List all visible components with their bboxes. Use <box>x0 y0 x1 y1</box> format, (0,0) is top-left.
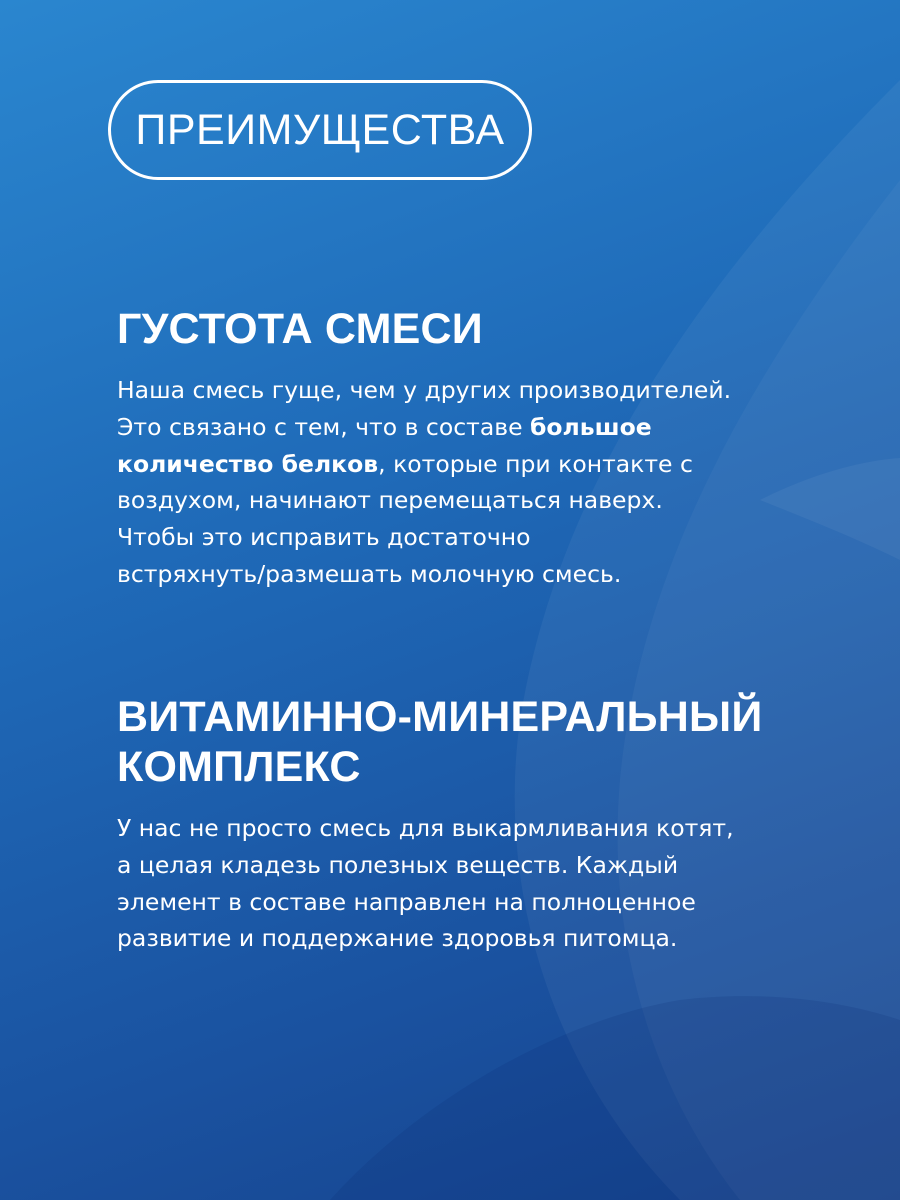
advantages-badge-label: ПРЕИМУЩЕСТВА <box>135 105 505 154</box>
text-line: элемент в составе направлен на полноценное <box>117 887 696 916</box>
text-line: Наша смесь гуще, чем у других производителей. <box>117 376 732 404</box>
advantages-badge <box>108 80 532 180</box>
highlight-text: количество белков <box>117 449 379 478</box>
text-line: а целая кладезь полезных веществ. Каждый <box>117 850 679 879</box>
text-line: встряхнуть/размешать молочную смесь. <box>117 559 622 588</box>
section-title-line: ВИТАМИННО-МИНЕРАЛЬНЫЙ <box>117 693 763 741</box>
section-description <box>117 810 817 957</box>
section-title-line: ГУСТОТА СМЕСИ <box>117 305 483 353</box>
text-line: У нас не просто смесь для выкармливания котят, <box>117 814 734 842</box>
section-title-line: КОМПЛЕКС <box>117 743 361 791</box>
text-line: Чтобы это исправить достаточно <box>117 523 531 552</box>
section-vitamin-complex <box>117 692 817 957</box>
highlight-text: большое <box>530 412 652 441</box>
section-mix-density <box>117 304 817 593</box>
section-title <box>117 304 817 354</box>
section-description <box>117 372 817 593</box>
text-line: количество белков, которые при контакте с <box>117 449 693 478</box>
text-line: развитие и поддержание здоровья питомца. <box>117 924 678 953</box>
text-line: воздухом, начинают перемещаться наверх. <box>117 486 663 515</box>
section-title <box>117 692 817 792</box>
text-line: Это связано с тем, что в составе большое <box>117 412 652 441</box>
